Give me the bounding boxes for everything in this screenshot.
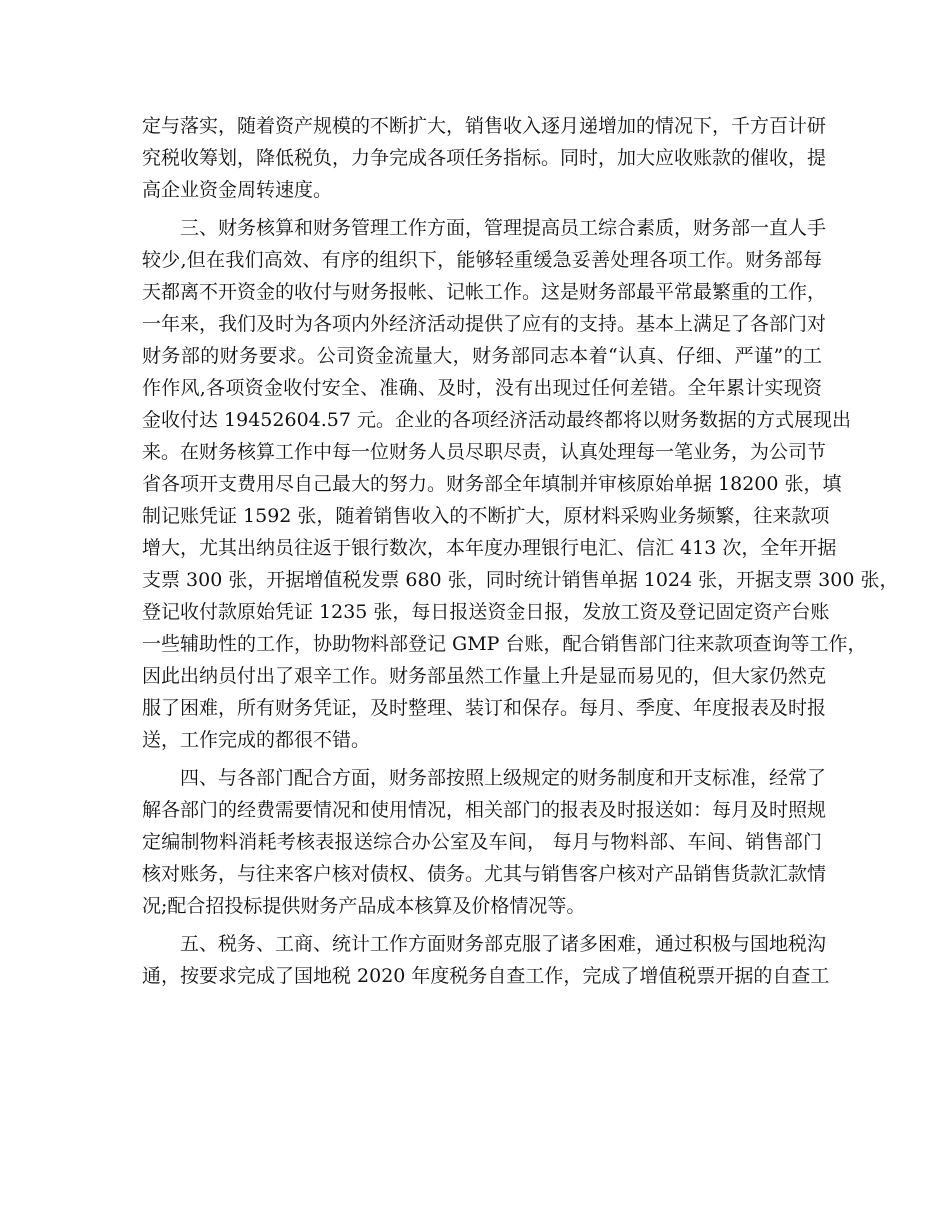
text-line: 金收付达 19452604.57 元。企业的各项经济活动最终都将以财务数据的方式展现出 [142, 409, 852, 431]
paragraph [142, 928, 830, 992]
text-line: 制记账凭证 1592 张，随着销售收入的不断扩大，原材料采购业务频繁，往来款项 [142, 505, 830, 527]
text-line: 况;配合招投标提供财务产品成本核算及价格情况等。 [142, 895, 586, 917]
text-line: 增大，尤其出纳员往返于银行数次，本年度办理银行电汇、信汇 413 次，全年开据 [142, 537, 837, 559]
text-line: 财务部的财务要求。公司资金流量大，财务部同志本着“认真、仔细、严谨”的工 [142, 345, 822, 367]
text-line: 三、财务核算和财务管理工作方面，管理提高员工综合素质，财务部一直人手 [180, 217, 827, 239]
text-line: 支票 300 张，开据增值税发票 680 张，同时统计销售单据 1024 张，开据支票 300 张， [142, 569, 899, 591]
text-line: 服了困难，所有财务凭证，及时整理、装订和保存。每月、季度、年度报表及时报 [142, 697, 827, 719]
paragraph [142, 762, 827, 922]
text-line: 核对账务，与往来客户核对债权、债务。尤其与销售客户核对产品销售货款汇款情 [142, 863, 827, 885]
text-line: 省各项开支费用尽自己最大的努力。财务部全年填制并审核原始单据 18200 张，填 [142, 473, 842, 495]
text-line: 登记收付款原始凭证 1235 张，每日报送资金日报，发放工资及登记固定资产台账 [142, 601, 830, 623]
text-line: 高企业资金周转速度。 [142, 179, 333, 201]
text-line: 定与落实，随着资产规模的不断扩大，销售收入逐月递增加的情况下，千方百计研 [142, 115, 827, 137]
text-line: 一些辅助性的工作，协助物料部登记 GMP 台账，配合销售部门往来款项查询等工作， [142, 633, 867, 655]
paragraph [142, 110, 827, 206]
text-line: 四、与各部门配合方面，财务部按照上级规定的财务制度和开支标准，经常了 [180, 767, 827, 789]
text-line: 送，工作完成的都很不错。 [142, 729, 371, 751]
text-line: 来。在财务核算工作中每一位财务人员尽职尽责，认真处理每一笔业务，为公司节 [142, 441, 827, 463]
text-line: 一年来，我们及时为各项内外经济活动提供了应有的支持。基本上满足了各部门对 [142, 313, 827, 335]
text-line: 五、税务、工商、统计工作方面财务部克服了诸多困难，通过积极与国地税沟 [180, 933, 827, 955]
paragraph [142, 212, 899, 756]
text-line: 解各部门的经费需要情况和使用情况，相关部门的报表及时报送如：每月及时照规 [142, 799, 827, 821]
text-line: 究税收筹划，降低税负，力争完成各项任务指标。同时，加大应收账款的催收，提 [142, 147, 827, 169]
document-body [142, 110, 899, 992]
text-line: 作作风,各项资金收付安全、准确、及时，没有出现过任何差错。全年累计实现资 [142, 377, 822, 399]
text-line: 天都离不开资金的收付与财务报帐、记帐工作。这是财务部最平常最繁重的工作， [142, 281, 827, 303]
text-line: 较少,但在我们高效、有序的组织下，能够轻重缓急妥善处理各项工作。财务部每 [142, 249, 822, 271]
text-line: 通，按要求完成了国地税 2020 年度税务自查工作，完成了增值税票开据的自查工 [142, 965, 830, 987]
text-line: 因此出纳员付出了艰辛工作。财务部虽然工作量上升是显而易见的，但大家仍然克 [142, 665, 827, 687]
text-line: 定编制物料消耗考核表报送综合办公室及车间， 每月与物料部、车间、销售部门 [142, 831, 822, 853]
